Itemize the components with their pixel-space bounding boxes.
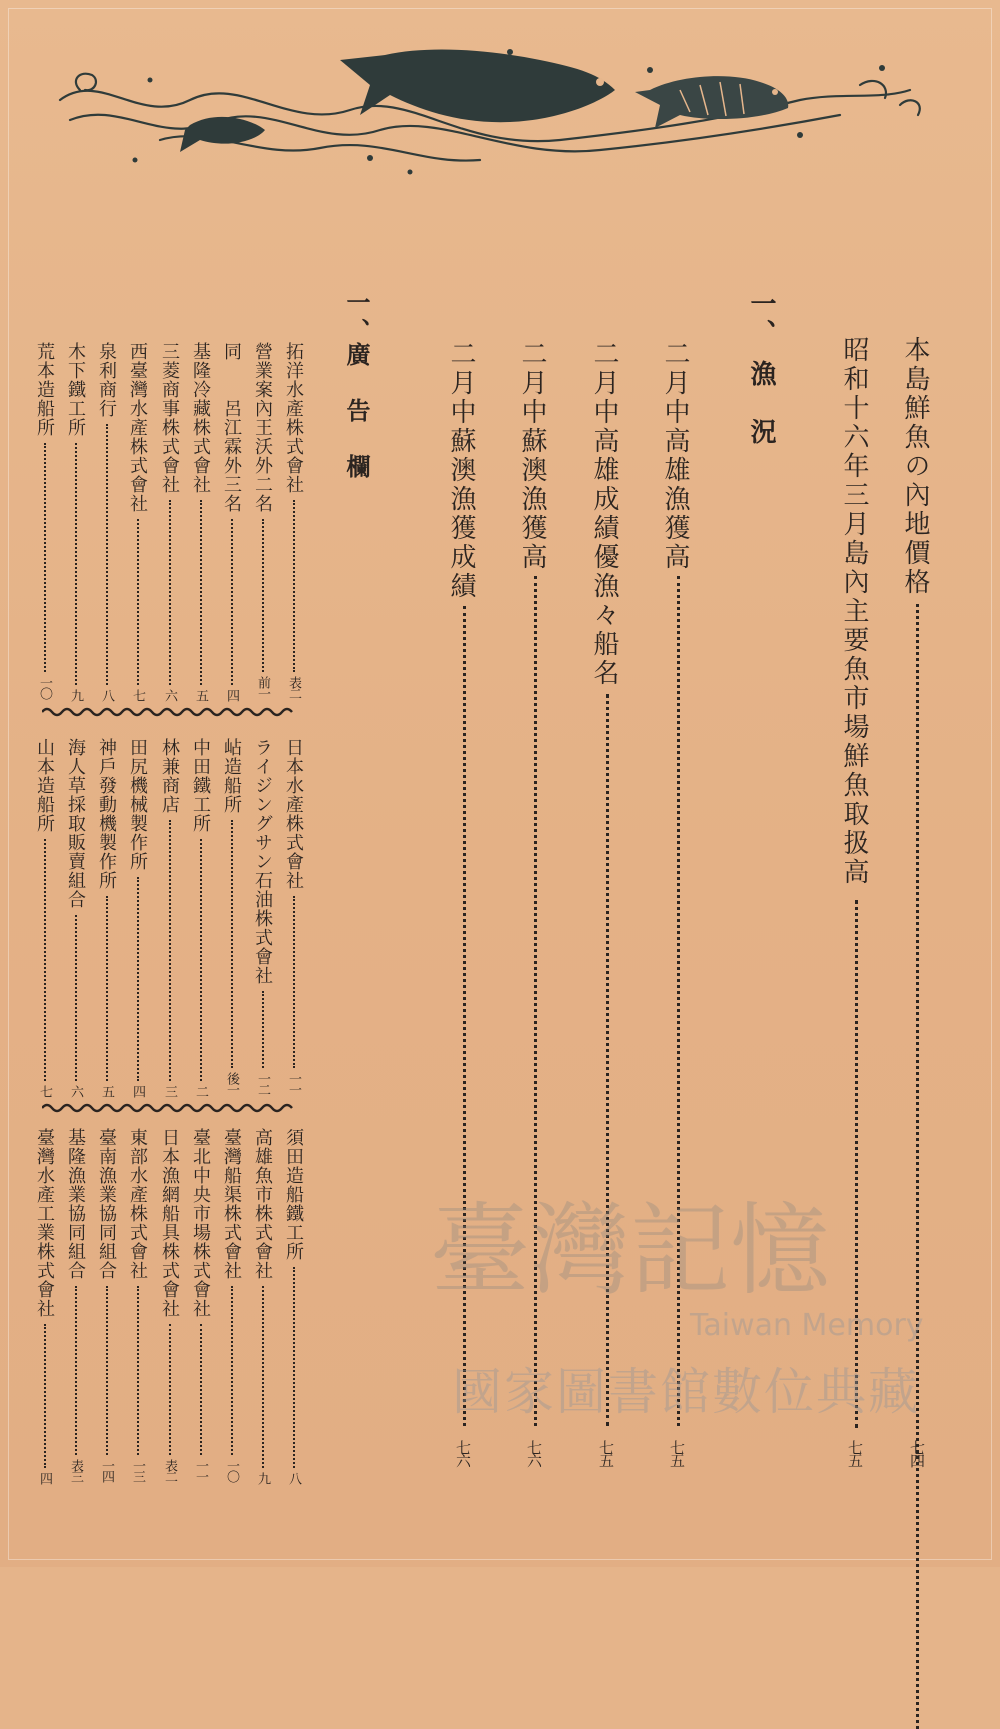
ad-page-number: 表二 [286, 676, 301, 698]
ad-name: 木下鐵工所 [65, 342, 86, 437]
ad-name: 高雄魚市株式會社 [252, 1128, 273, 1280]
toc-item-5: 二月中蘇澳漁獲高 [517, 340, 547, 572]
ad-page-number: 九 [255, 1472, 270, 1483]
ad-name: 營業案內王沃外二名 [252, 342, 273, 513]
toc-item-3: 二月中高雄漁獲高 [660, 340, 690, 572]
ad-name: 三菱商事株式會社 [159, 342, 180, 494]
ad-page-number: 六 [68, 1085, 83, 1096]
ad-page-number: 一一 [193, 1459, 208, 1481]
wavy-divider [42, 706, 297, 718]
ad-page-number: 四 [37, 1472, 52, 1483]
ad-name: 東部水產株式會社 [127, 1128, 148, 1280]
toc-page-4: 七五 [597, 1440, 615, 1466]
ad-page-number: 一〇 [224, 1459, 239, 1481]
ad-name: ライジングサン石油株式會社 [252, 738, 273, 985]
ad-name: 拓洋水產株式會社 [283, 342, 304, 494]
ad-name: 中田鐵工所 [190, 738, 211, 833]
ad-page-number: 三 [162, 1085, 177, 1096]
leader-dots [231, 820, 233, 1068]
leader-dots [44, 839, 46, 1081]
leader-dots [106, 896, 108, 1081]
leader-dots [137, 519, 139, 685]
leader-dots [137, 877, 139, 1081]
leader-dots [231, 519, 233, 685]
ad-name: 臺北中央市場株式會社 [190, 1128, 211, 1318]
watermark [420, 1160, 940, 1430]
leader-dots [200, 1324, 202, 1455]
leader-dots [75, 443, 77, 685]
toc-page-1: 七四 [908, 1440, 926, 1466]
ad-page-number: 四 [130, 1085, 145, 1096]
ad-name: 日本漁網船具株式會社 [159, 1128, 180, 1318]
watermark-subtitle-en: Taiwan Memory [690, 1308, 924, 1343]
ad-name: 同 呂江霖外三名 [221, 342, 242, 513]
ad-page-number: 八 [286, 1472, 301, 1483]
ad-page-number: 六 [162, 689, 177, 700]
ad-page-number: 八 [99, 689, 114, 700]
ad-name: 林兼商店 [159, 738, 180, 814]
ad-name: 基隆漁業協同組合 [65, 1128, 86, 1280]
leader-dots [169, 820, 171, 1081]
section-marker: 一、 [746, 290, 776, 348]
fish-illustration [40, 30, 940, 190]
leader-dots [262, 991, 264, 1068]
leader-dots [293, 500, 295, 672]
leader-dots [231, 1286, 233, 1455]
ad-page-number: 九 [68, 689, 83, 700]
toc-page-2: 七五 [846, 1440, 864, 1466]
ad-page-number: 一〇 [37, 676, 52, 698]
section-title-fishing: 漁 況 [746, 360, 776, 447]
ad-page-number: 一四 [99, 1459, 114, 1481]
ad-name: 日本水產株式會社 [283, 738, 304, 890]
section-title-ads: 廣 告 欄 [342, 342, 371, 482]
leader-dots [169, 1324, 171, 1455]
ad-name: 海人草採取販賣組合 [65, 738, 86, 909]
ad-page-number: 四 [224, 689, 239, 700]
leader-dots [262, 519, 264, 672]
leader-dots [106, 424, 108, 685]
ad-name: 荒本造船所 [34, 342, 55, 437]
ad-name: 田尻機械製作所 [127, 738, 148, 871]
toc-page-3: 七五 [668, 1440, 686, 1466]
ad-page-number: 表三 [68, 1459, 83, 1481]
leader-dots [293, 896, 295, 1068]
ad-name: 泉利商行 [96, 342, 117, 418]
watermark-title: 臺灣記憶 [430, 1192, 830, 1309]
leader-dots [75, 1286, 77, 1455]
toc-page-6: 七六 [454, 1440, 472, 1466]
ad-name: 岾造船所 [221, 738, 242, 814]
ad-name: 臺灣水產工業株式會社 [34, 1128, 55, 1318]
section-marker: 一、 [342, 290, 371, 346]
ad-page-number: 二 [193, 1085, 208, 1096]
ad-page-number: 一二 [255, 1072, 270, 1094]
ad-name: 臺南漁業協同組合 [96, 1128, 117, 1280]
watermark-subtitle: 國家圖書館數位典藏 [452, 1363, 920, 1421]
ad-name: 西臺灣水產株式會社 [127, 342, 148, 513]
ad-name: 山本造船所 [34, 738, 55, 833]
leader-dots [200, 839, 202, 1081]
leader-dots [200, 500, 202, 685]
ad-name: 神戶發動機製作所 [96, 738, 117, 890]
ad-page-number: 一一 [286, 1072, 301, 1094]
leader-dots [262, 1286, 264, 1468]
ad-page-number: 前一 [255, 676, 270, 698]
ad-page-number: 一三 [130, 1459, 145, 1481]
wavy-divider [42, 1102, 297, 1114]
leader-dots [106, 1286, 108, 1455]
leader-dots [44, 443, 46, 672]
ad-page-number: 七 [37, 1085, 52, 1096]
ad-name: 須田造船鐵工所 [283, 1128, 304, 1261]
toc-page-5: 七六 [525, 1440, 543, 1466]
toc-item-2: 昭和十六年三月島內主要魚市場鮮魚取扱高 [839, 336, 869, 887]
leader-dots [75, 915, 77, 1081]
ad-page-number: 七 [130, 689, 145, 700]
ad-page-number: 後一 [224, 1072, 239, 1094]
ad-page-number: 五 [193, 689, 208, 700]
toc-item-1: 本島鮮魚の內地價格 [900, 336, 930, 597]
toc-item-4: 二月中高雄成績優漁々船名 [589, 340, 619, 688]
leader-dots [137, 1286, 139, 1455]
leader-dots [44, 1324, 46, 1468]
ad-name: 臺灣船渠株式會社 [221, 1128, 242, 1280]
leader-dots [293, 1267, 295, 1468]
leader-dots [169, 500, 171, 685]
ad-page-number: 表二 [162, 1459, 177, 1481]
toc-item-6: 二月中蘇澳漁獲成績 [446, 340, 476, 601]
ad-name: 基隆冷藏株式會社 [190, 342, 211, 494]
ad-page-number: 五 [99, 1085, 114, 1096]
